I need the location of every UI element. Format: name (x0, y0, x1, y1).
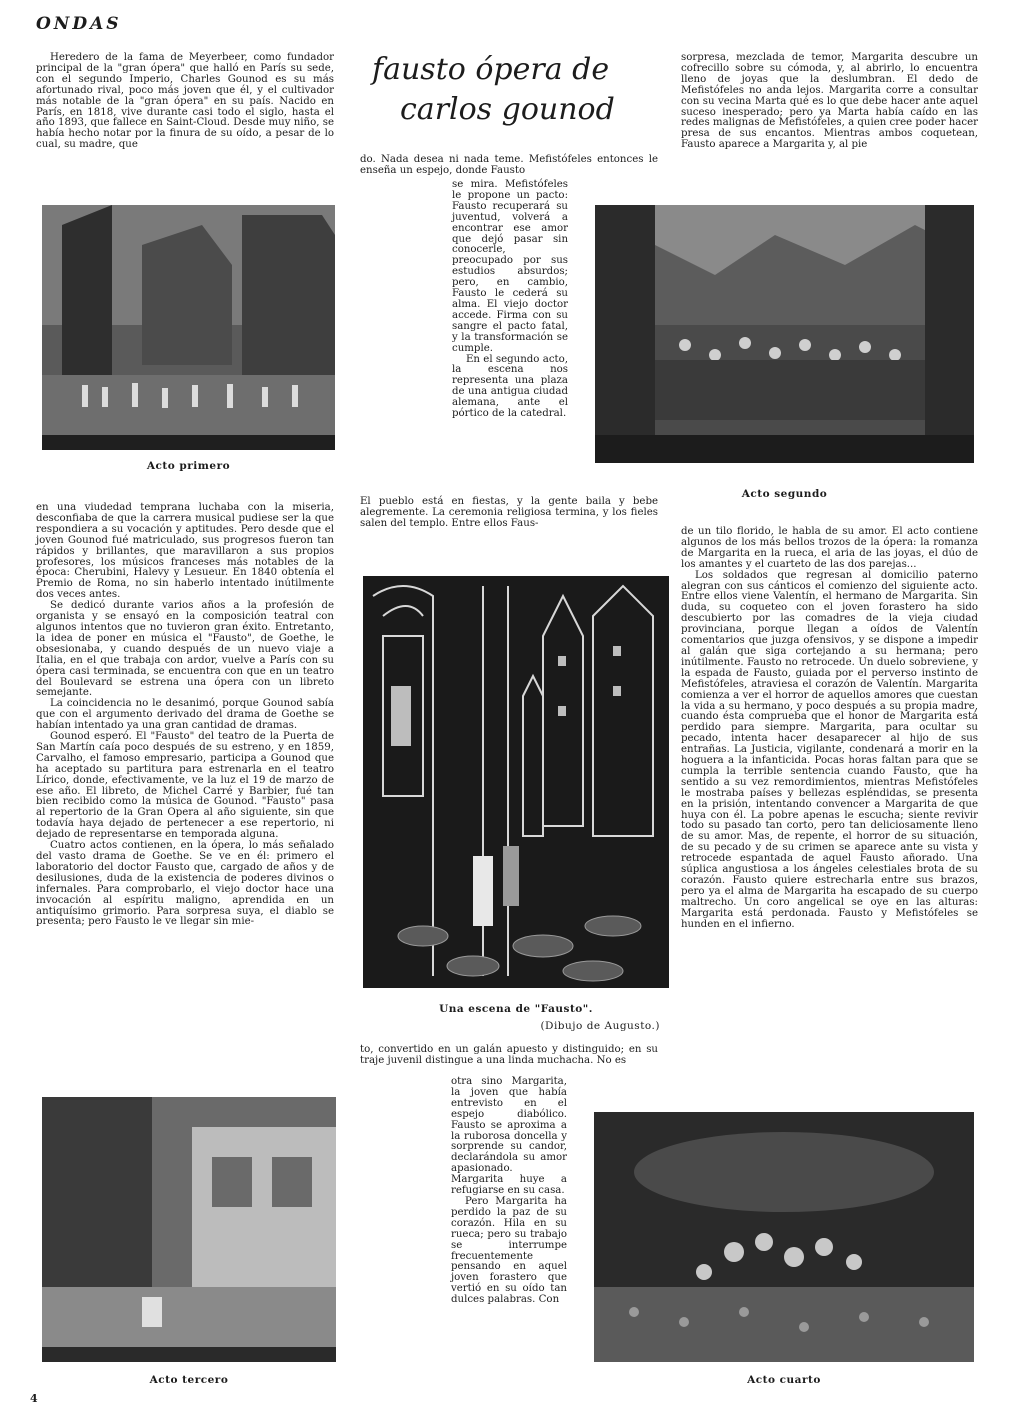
paragraph: Pero Margarita ha perdido la paz de su corazón. Hila en su rueca; pero su trabajo se interrumpe frecuentemente pensando en aquel joven forastero que vertió en su oído tan dulces palabras. Con (451, 1195, 567, 1306)
caption-acto-primero: Acto primero (146, 460, 231, 472)
paragraph: La coincidencia no le desanimó, porque Gounod sabía que con el argumento derivado del drama de Goethe se habían intentado ya una gran cantidad de dramas. (36, 698, 334, 732)
photo-acto-segundo (595, 205, 974, 463)
paragraph: Cuatro actos contienen, en la ópera, lo más señalado del vasto drama de Goethe. Se ve en él: primero el laboratorio del doctor Fausto que, cargado de años y de desilusiones, duda de la existencia de poderes divinos o infernales. Para comprobarlo, el viejo doctor hace una invocación al espíritu maligno, aprendida en un antiquísimo grimorio. Para sorpresa suya, el diablo se presenta; pero Fausto le ve llegar sin mie- (36, 840, 334, 928)
article-column-3-body (681, 527, 978, 931)
paragraph: otra sino Margarita, la joven que había entrevisto en el espejo diabólico. Fausto se aproxima a la ruborosa doncella y sorprende su candor, declarándola su amor apasionado. Margarita huye a refugiarse en su casa. (451, 1076, 567, 1197)
caption-drawing: Una escena de "Fausto". (439, 1003, 593, 1015)
stage-photo-image (594, 1112, 974, 1362)
paragraph: Los soldados que regresan al domicilio paterno alegran con sus cánticos el comienzo del siguiente acto. Entre ellos viene Valentín, el hermano de Margarita. Sin duda, su coqueteo con el joven forastero ha sido descubierto por las comadres de la vieja ciudad provinciana, porque llegan a oídos de Valentín comentarios que juzga ofensivos, y se dispone a impedir al galán que siga cortejando a su hermana; pero inútilmente. Fausto no retrocede. Un duelo sobreviene, y la espada de Fausto, guiada por el perverso instinto de Mefistófeles, atraviesa el corazón de Valentín. Margarita comienza a ver el horror de aquellos amores que cuestan la vida a su hermano, y poco después a su propia madre, cuando ésta comprueba que el honor de Margarita está perdido para siempre. Margarita, para ocultar su pecado, intenta hacer desaparecer al hijo de sus entrañas. La Justicia, vigilante, condenará a morir en la hoguera a la infanticida. Pocas horas faltan para que se cumpla la terrible sentencia cuando Fausto, que ha sentido a su vez remordimientos, mientras Mefistófeles le mostraba países y bellezas espléndidas, se presenta en la prisión, intentando convencer a Margarita de que huya con él. La pobre apenas le escucha; siente revivir todo su pasado tan corto, pero tan deliciosamente lleno de su amor. Mas, de repente, el horror de su situación, de su pecado y de su crimen se aparece ante su vista y retrocede espantada de aquel Fausto añorado. Una súplica angustiosa a los ángeles celestiales brota de su corazón. Fausto quiere estrecharla entre sus brazos, pero ya el alma de Margarita ha escapado de su cuerpo maltrecho. Un coro angelical se oye en las alturas: Margarita está perdonada. Fausto y Mefistófeles se hunden en el infierno. (681, 569, 978, 930)
paragraph: Heredero de la fama de Meyerbeer, como fundador principal de la "gran ópera" que halló en París su sede, con el segundo Imperio, Charles Gounod es su más afortunado rival, poco más joven que él, y el cultivador más notable de la "gran ópera" en su país. Nacido en París, en 1818, vive durante casi todo el siglo, hasta el año 1893, que fallece en Saint-Cloud. Desde muy niño, se había hecho notar por la finura de su oído, a pesar de lo cual, su madre, que (36, 52, 334, 151)
paragraph: to, convertido en un galán apuesto y distinguido; en su traje juvenil distingue a una linda muchacha. No es (360, 1044, 658, 1066)
title-line-2: carlos gounod (400, 92, 615, 127)
photo-acto-cuarto (594, 1112, 974, 1362)
article-column-2-top (360, 155, 658, 177)
caption-drawing-credit: (Dibujo de Augusto.) (540, 1020, 660, 1032)
article-column-1-intro (36, 53, 334, 151)
paragraph: En el segundo acto, la escena nos representa una plaza de una antigua ciudad alemana, ante el pórtico de la catedral. (452, 353, 568, 420)
stage-photo-image (42, 1097, 336, 1362)
caption-acto-tercero: Acto tercero (149, 1374, 229, 1386)
article-title (372, 50, 652, 130)
article-column-2-bottom-narrow (451, 1077, 567, 1306)
article-column-2-bottom (360, 1045, 658, 1067)
paragraph: Se dedicó durante varios años a la profesión de organista y se ensayó en la composición teatral con algunos intentos que no tuvieron gran éxito. Entretanto, la idea de poner en música el "Fausto", de Goethe, le obsesionaba, y cuando después de un nuevo viaje a Italia, en el que trabaja con ardor, vuelve a París con su ópera casi terminada, se encuentra con que en un teatro del Boulevard se estrena una ópera con un libreto semejante. (36, 600, 334, 699)
page-number: 4 (30, 1392, 38, 1405)
photo-acto-tercero (42, 1097, 336, 1362)
drawing-image (363, 576, 669, 988)
title-line-1: fausto ópera de (372, 52, 610, 87)
paragraph: en una viudedad temprana luchaba con la miseria, desconfiaba de que la carrera musical pudiese ser la que respondiera a su vocación y aptitudes. Pero desde que el joven Gounod fué matriculado, sus progresos fueron tan rápidos y brillantes, que maravillaron a sus propios profesores, los músicos franceses más notables de la época: Cherubini, Halevy y Lesueur. En 1840 obtenía el Premio de Roma, no sin haberlo intentado inútilmente dos veces antes. (36, 502, 334, 601)
caption-acto-cuarto: Acto cuarto (747, 1374, 821, 1386)
paragraph: Gounod esperó. El "Fausto" del teatro de la Puerta de San Martín caía poco después de su estreno, y en 1859, Carvalho, el famoso empresario, participa a Gounod que ha aceptado su partitura para estrenarla en el teatro Lírico, donde, efectivamente, ve la luz el 19 de marzo de ese año. El libreto, de Michel Carré y Barbier, fué tan bien recibido como la música de Gounod. "Fausto" pasa al repertorio de la Gran Opera al año siguiente, sin que todavía haya dejado de pertenecer a ese repertorio, ni dejado de representarse en temporada alguna. (36, 731, 334, 841)
paragraph: de un tilo florido, le habla de su amor. El acto contiene algunos de los más bellos trozos de la ópera: la romanza de Margarita en la rueca, el aria de las joyas, el dúo de los amantes y el cuarteto de las dos parejas... (681, 526, 978, 570)
masthead: ONDAS (36, 14, 122, 34)
paragraph: do. Nada desea ni nada teme. Mefistófeles entonces le enseña un espejo, donde Fausto (360, 154, 658, 176)
paragraph: se mira. Mefistófeles le propone un pacto: Fausto recuperará su juventud, volverá a encontrar ese amor que dejó pasar sin conocerle, preocupado por sus estudios absurdos; pero, en cambio, Fausto le cederá su alma. El viejo doctor accede. Firma con su sangre el pacto fatal, y la transformación se cumple. (452, 179, 568, 354)
stage-photo-image (42, 205, 335, 450)
article-column-2-mid (360, 497, 658, 530)
drawing-escena-fausto (363, 576, 669, 988)
paragraph: El pueblo está en fiestas, y la gente baila y bebe alegremente. La ceremonia religiosa termina, y los fieles salen del templo. Entre ellos Faus- (360, 496, 658, 529)
article-column-3-top (681, 53, 978, 151)
article-column-2-narrow (452, 180, 568, 420)
photo-acto-primero (42, 205, 335, 450)
article-column-1-body (36, 503, 334, 928)
paragraph: sorpresa, mezclada de temor, Margarita descubre un cofrecillo sobre su cómoda, y, al abrirlo, lo encuentra lleno de joyas que la deslumbran. El dedo de Mefistófeles no anda lejos. Margarita corre a consultar con su vecina Marta qué es lo que debe hacer ante aquel suceso inesperado; pero ya Marta había caído en las redes malignas de Mefistófeles, a quien cree poder hacer presa de sus encantos. Mientras ambos coquetean, Fausto aparece a Margarita y, al pie (681, 52, 978, 151)
stage-photo-image (595, 205, 974, 463)
caption-acto-segundo: Acto segundo (741, 488, 828, 500)
